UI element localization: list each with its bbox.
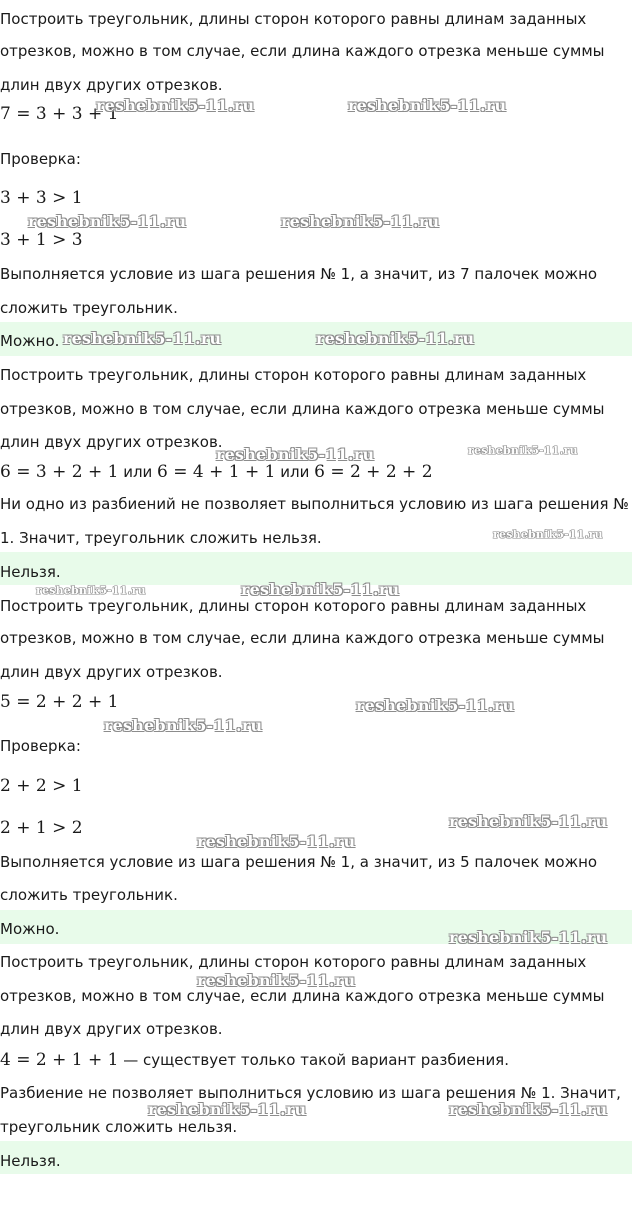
- answer-text: Можно.: [0, 920, 60, 938]
- conclusion-line-2: сложить треугольник.: [0, 299, 178, 317]
- watermark-text: reshebnik5-11.ru: [104, 716, 263, 735]
- check-inequality-1: 2 + 2 > 1: [0, 776, 83, 796]
- rule-line-1: Построить треугольник, длины сторон которого равны длинам заданных: [0, 366, 587, 384]
- equation-6-b: 6 = 4 + 1 + 1: [157, 462, 276, 482]
- check-inequality-1: 3 + 3 > 1: [0, 188, 83, 208]
- conclusion-line-1: Выполняется условие из шага решения № 1, а значит, из 7 палочек можно: [0, 265, 598, 283]
- rule-line-2: отрезков, можно в том случае, если длина каждого отрезка меньше суммы: [0, 400, 605, 418]
- watermark-text: reshebnik5-11.ru: [148, 1100, 307, 1119]
- watermark-text: reshebnik5-11.ru: [493, 528, 603, 541]
- watermark-text: reshebnik5-11.ru: [281, 212, 440, 231]
- rule-line-1: Построить треугольник, длины сторон которого равны длинам заданных: [0, 953, 587, 971]
- watermark-text: reshebnik5-11.ru: [63, 329, 222, 348]
- conclusion-line-2: сложить треугольник.: [0, 886, 178, 904]
- watermark-text: reshebnik5-11.ru: [216, 445, 375, 464]
- check-inequality-2: 3 + 1 > 3: [0, 230, 83, 250]
- or-word: или: [118, 463, 158, 481]
- watermark-text: reshebnik5-11.ru: [96, 96, 255, 115]
- rule-line-2: отрезков, можно в том случае, если длина каждого отрезка меньше суммы: [0, 629, 605, 647]
- answer-text: Нельзя.: [0, 1152, 61, 1170]
- watermark-text: reshebnik5-11.ru: [28, 212, 187, 231]
- watermark-text: reshebnik5-11.ru: [241, 580, 400, 599]
- watermark-text: reshebnik5-11.ru: [468, 444, 578, 457]
- rule-line-1: Построить треугольник, длины сторон которого равны длинам заданных: [0, 597, 587, 615]
- conclusion-line-1: Разбиение не позволяет выполниться условию из шага решения № 1. Значит,: [0, 1084, 621, 1102]
- conclusion-line-2: треугольник сложить нельзя.: [0, 1118, 238, 1136]
- answer-text: Нельзя.: [0, 563, 61, 581]
- equation-5: 5 = 2 + 2 + 1: [0, 692, 119, 712]
- equation-7: 7 = 3 + 3 + 1: [0, 104, 119, 124]
- watermark-text: reshebnik5-11.ru: [197, 971, 356, 990]
- equation-4-note: — существует только такой вариант разбиения.: [118, 1051, 509, 1069]
- watermark-text: reshebnik5-11.ru: [449, 928, 608, 947]
- watermark-text: reshebnik5-11.ru: [449, 812, 608, 831]
- check-label: Проверка:: [0, 150, 81, 168]
- rule-line-3: длин двух других отрезков.: [0, 433, 223, 451]
- conclusion-line-1: Выполняется условие из шага решения № 1, а значит, из 5 палочек можно: [0, 853, 598, 871]
- equation-6-variants: [0, 462, 433, 482]
- rule-line-3: длин двух других отрезков.: [0, 76, 223, 94]
- rule-line-1: Построить треугольник, длины сторон которого равны длинам заданных: [0, 10, 587, 28]
- or-word: или: [275, 463, 315, 481]
- watermark-text: reshebnik5-11.ru: [449, 1100, 608, 1119]
- conclusion-line-1: Ни одно из разбиений не позволяет выполниться условию из шага решения №: [0, 495, 629, 513]
- rule-line-3: длин двух других отрезков.: [0, 663, 223, 681]
- rule-line-3: длин двух других отрезков.: [0, 1020, 223, 1038]
- watermark-text: reshebnik5-11.ru: [348, 96, 507, 115]
- answer-box: [0, 1141, 632, 1174]
- watermark-text: reshebnik5-11.ru: [356, 696, 515, 715]
- watermark-text: reshebnik5-11.ru: [316, 329, 475, 348]
- conclusion-line-2: 1. Значит, треугольник сложить нельзя.: [0, 529, 322, 547]
- watermark-text: reshebnik5-11.ru: [36, 584, 146, 597]
- equation-4-formula: 4 = 2 + 1 + 1: [0, 1050, 119, 1070]
- equation-6-c: 6 = 2 + 2 + 2: [314, 462, 433, 482]
- answer-text: Можно.: [0, 332, 60, 350]
- rule-line-2: отрезков, можно в том случае, если длина каждого отрезка меньше суммы: [0, 42, 605, 60]
- check-label: Проверка:: [0, 737, 81, 755]
- check-inequality-2: 2 + 1 > 2: [0, 818, 83, 838]
- rule-line-2: отрезков, можно в том случае, если длина каждого отрезка меньше суммы: [0, 987, 605, 1005]
- watermark-text: reshebnik5-11.ru: [197, 832, 356, 851]
- equation-6-a: 6 = 3 + 2 + 1: [0, 462, 119, 482]
- equation-4: [0, 1050, 509, 1070]
